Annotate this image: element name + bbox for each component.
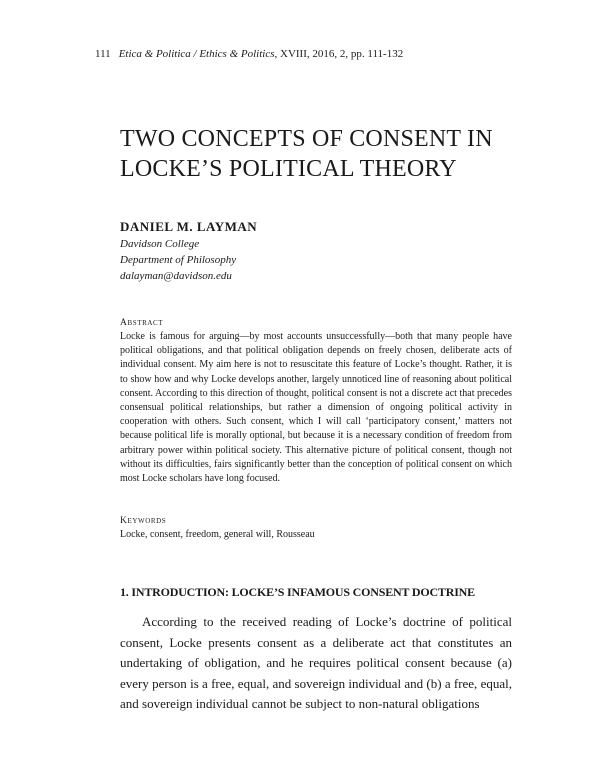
body-paragraph: According to the received reading of Locke’s doctrine of political consent, Locke presents consent as a deliberate act that constitutes an undertaking of obligation, and he requires political consent because (a) every person is a free, equal, and sovereign individual and (b) a free, equal, and sovereign individual cannot be subject to non-natural obligations bbox=[120, 614, 512, 711]
keywords-section bbox=[120, 516, 512, 542]
page-number: 111 bbox=[95, 48, 111, 60]
running-head bbox=[95, 48, 403, 60]
journal-name: Etica & Politica / Ethics & Politics bbox=[118, 48, 275, 60]
author-department: Department of Philosophy bbox=[120, 254, 237, 266]
journal-details: , XVIII, 2016, 2, pp. 111-132 bbox=[274, 48, 404, 60]
author-block bbox=[120, 219, 520, 284]
author-institution: Davidson College bbox=[120, 238, 200, 250]
paper-title: TWO CONCEPTS OF CONSENT IN LOCKE’S POLITICAL THEORY bbox=[120, 126, 493, 182]
author-name: DANIEL M. LAYMAN bbox=[120, 219, 258, 234]
abstract-label: Abstract bbox=[120, 318, 164, 328]
abstract-section bbox=[120, 318, 512, 486]
keywords-label: Keywords bbox=[120, 516, 167, 526]
keywords-text: Locke, consent, freedom, general will, Rousseau bbox=[120, 529, 315, 540]
author-email[interactable]: dalayman@davidson.edu bbox=[120, 270, 232, 282]
abstract-text: Locke is famous for arguing—by most accounts unsuccessfully—both that many people have political obligations, and that political obligation depends on freely chosen, deliberate acts of individual consent. My aim here is not to resuscitate this feature of Locke’s thought. Rather, it is to show how and why Locke develops another, largely unnoticed line of reasoning about political consent. According to this direction of thought, political consent is not a discrete act that precedes consensual political relationships, but rather a dimension of ongoing political activity in cooperation with others. Such consent, which I will call ‘participatory consent,’ matters not because political life is morally optional, but because it is a necessary condition of freedom from arbitrary power within political society. This alternative picture of political consent, though not without its difficulties, fairs significantly better than the conception of political consent on which most Locke scholars have long focused. bbox=[120, 331, 512, 485]
section-heading: 1. INTRODUCTION: LOCKE’S INFAMOUS CONSENT DOCTRINE bbox=[120, 585, 475, 599]
